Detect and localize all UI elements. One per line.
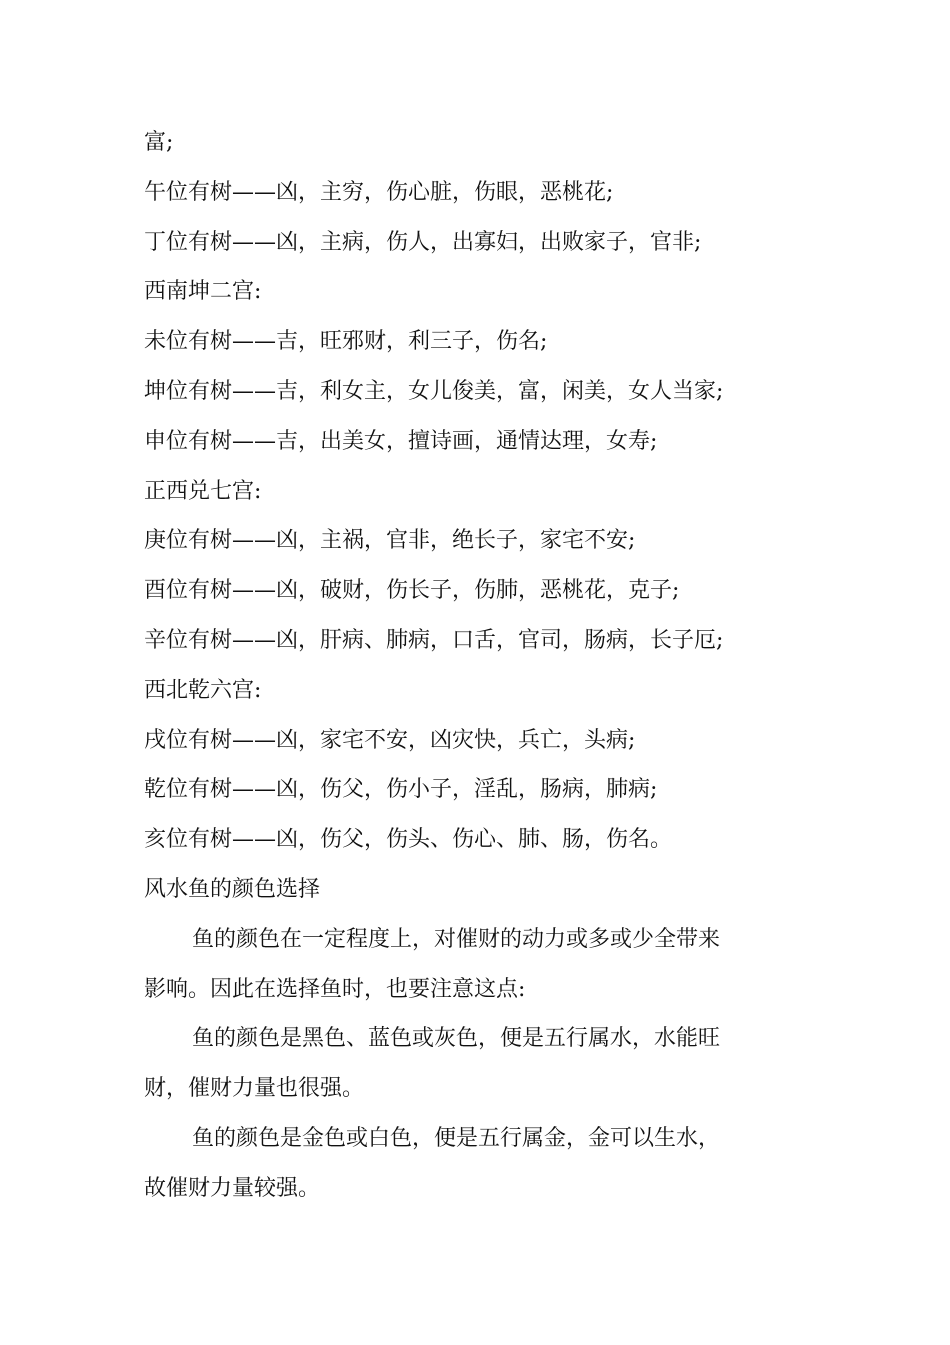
paragraph-line: 影响。因此在选择鱼时，也要注意这点: bbox=[144, 976, 526, 1002]
text-line: 午位有树——凶，主穷，伤心脏，伤眼，恶桃花; bbox=[144, 179, 614, 205]
text-line: 富; bbox=[144, 130, 174, 155]
paragraph-line: 财，催财力量也很强。 bbox=[144, 1076, 365, 1102]
text-line: 亥位有树——凶，伤父，伤头、伤心、肺、肠，伤名。 bbox=[144, 827, 673, 853]
document-body bbox=[144, 118, 764, 1214]
text-line: 酉位有树——凶，破财，伤长子，伤肺，恶桃花，克子; bbox=[144, 578, 680, 604]
paragraph-line: 鱼的颜色是黑色、蓝色或灰色，便是五行属水，水能旺 bbox=[192, 1026, 721, 1052]
text-line: 辛位有树——凶，肝病、肺病，口舌，官司，肠病，长子厄; bbox=[144, 627, 724, 653]
paragraph-line: 鱼的颜色在一定程度上，对催财的动力或多或少全带来 bbox=[192, 926, 721, 952]
section-heading: 西南坤二宫: bbox=[144, 279, 262, 305]
section-title: 风水鱼的颜色选择 bbox=[144, 876, 321, 902]
paragraph-line: 故催财力量较强。 bbox=[144, 1175, 321, 1201]
section-heading: 西北乾六宫: bbox=[144, 677, 262, 703]
text-line: 庚位有树——凶，主祸，官非，绝长子，家宅不安; bbox=[144, 528, 636, 554]
text-line: 申位有树——吉，出美女，擅诗画，通情达理，女寿; bbox=[144, 428, 658, 454]
section-heading: 正西兑七宫: bbox=[144, 478, 262, 504]
text-line: 未位有树——吉，旺邪财，利三子，伤名; bbox=[144, 329, 548, 355]
text-line: 丁位有树——凶，主病，伤人，出寡妇，出败家子，官非; bbox=[144, 229, 702, 255]
paragraph-line: 鱼的颜色是金色或白色，便是五行属金，金可以生水， bbox=[192, 1125, 721, 1151]
text-line: 戌位有树——凶，家宅不安，凶灾快，兵亡，头病; bbox=[144, 727, 636, 753]
text-line: 坤位有树——吉，利女主，女儿俊美，富，闲美，女人当家; bbox=[144, 378, 724, 404]
text-line: 乾位有树——凶，伤父，伤小子，淫乱，肠病，肺病; bbox=[144, 777, 658, 803]
